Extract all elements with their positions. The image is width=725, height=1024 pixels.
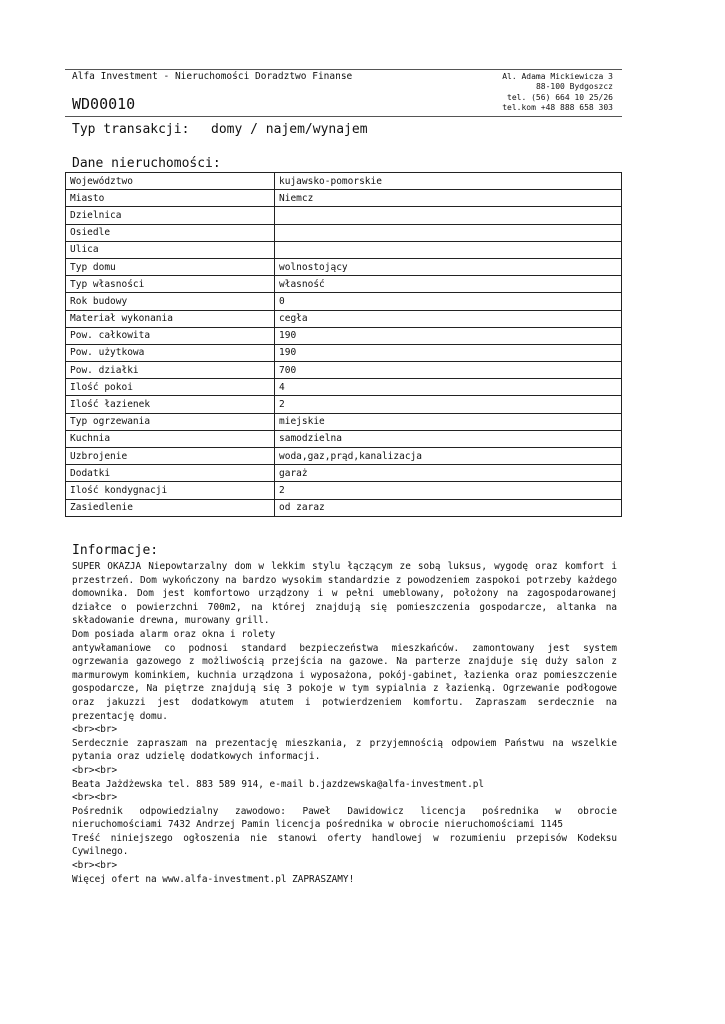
property-key: Zasiedlenie [66,499,275,516]
property-row [66,362,622,379]
property-key: Ilość pokoi [66,379,275,396]
property-key: Ulica [66,241,275,258]
transaction-type [72,122,368,137]
property-row [66,241,622,258]
property-table [65,172,622,517]
property-value: kujawsko-pomorskie [275,173,622,190]
header-top-rule [65,69,622,70]
property-row [66,327,622,344]
property-key: Typ ogrzewania [66,413,275,430]
property-row [66,482,622,499]
info-paragraph: Dom posiada alarm oraz okna i rolety [72,628,276,640]
property-key: Rok budowy [66,293,275,310]
info-paragraph: SUPER OKAZJA Niepowtarzalny dom w lekkim stylu łączącym ze sobą luksus, wygodę oraz komfort i przestrzeń. Dom wykończony na bardzo wysokim standardzie z powodzeniem zaspokoi potrzeby każdego domownika. Dom jest komfortowo urządzony i w pełni umeblowany, położony na zagospodarowanej działce o powierzchni 700m2, na której znajdują się pomieszczenia gospodarcze, altanka na składowanie drewna, murowany grill. [72,561,617,627]
address-line: Al. Adama Mickiewicza 3 [502,72,613,81]
property-value: Niemcz [275,190,622,207]
property-key: Pow. działki [66,362,275,379]
info-text [72,560,617,886]
property-value: miejskie [275,413,622,430]
property-value: 190 [275,344,622,361]
property-value: własność [275,276,622,293]
transaction-label: Typ transakcji: [72,122,190,137]
info-paragraph: Beata Jażdżewska tel. 883 589 914, e-mail b.jazdzewska@alfa-investment.pl [72,778,485,790]
property-key: Typ domu [66,258,275,275]
property-value: samodzielna [275,430,622,447]
mobile-line: tel.kom +48 888 658 303 [502,103,613,113]
info-paragraph: <br><br> [72,860,118,872]
property-key: Województwo [66,173,275,190]
property-value: garaż [275,465,622,482]
header-bottom-rule [65,116,622,117]
property-key: Dzielnica [66,207,275,224]
property-value [275,241,622,258]
property-row [66,190,622,207]
property-key: Ilość kondygnacji [66,482,275,499]
property-value: 0 [275,293,622,310]
property-value: 2 [275,396,622,413]
property-key: Dodatki [66,465,275,482]
property-value: 4 [275,379,622,396]
property-value: cegła [275,310,622,327]
property-key: Typ własności [66,276,275,293]
property-value: od zaraz [275,499,622,516]
property-key: Materiał wykonania [66,310,275,327]
property-section-title: Dane nieruchomości: [72,156,221,171]
property-key: Osiedle [66,224,275,241]
property-row [66,276,622,293]
company-name: Alfa Investment - Nieruchomości Doradztwo Finanse [72,71,353,82]
property-row [66,448,622,465]
property-row [66,173,622,190]
property-row [66,293,622,310]
property-row [66,396,622,413]
transaction-value: domy / najem/wynajem [211,122,368,137]
property-row [66,310,622,327]
info-paragraph: <br><br> [72,724,118,736]
info-paragraph: <br><br> [72,764,118,776]
property-row [66,224,622,241]
address-line: 88-100 Bydgoszcz [535,82,613,92]
listing-reference: WD00010 [72,95,136,113]
property-row [66,344,622,361]
property-value: woda,gaz,prąd,kanalizacja [275,448,622,465]
property-row [66,465,622,482]
property-value [275,207,622,224]
property-row [66,207,622,224]
property-row [66,258,622,275]
property-key: Miasto [66,190,275,207]
property-value: 2 [275,482,622,499]
info-paragraph: Treść niniejszego ogłoszenia nie stanowi oferty handlowej w rozumieniu przepisów Kodeksu Cywilnego. [72,832,617,858]
property-value: 190 [275,327,622,344]
property-key: Uzbrojenie [66,448,275,465]
info-section-title: Informacje: [72,543,159,558]
property-row [66,499,622,516]
property-row [66,379,622,396]
property-key: Pow. użytkowa [66,344,275,361]
info-paragraph: antywłamaniowe co podnosi standard bezpieczeństwa mieszkańców. zamontowany jest system ogrzewania gazowego z możliwością przejścia na gazowe. Na parterze znajduje się duży salon z marmurowym kominkiem, kuchnia urządzona i wyposażona, pokój-gabinet, łazienka oraz pomieszczenie gospodarcze, Na piętrze znajdują się 3 pokoje w tym sypialnia z łazienką. Ogrzewanie podłogowe oraz jakuzzi jest dodatkowym atutem i potwierdzeniem komfortu. Zapraszam serdecznie na prezentację domu. [72,642,617,722]
property-row [66,430,622,447]
property-value: 700 [275,362,622,379]
info-paragraph: Więcej ofert na www.alfa-investment.pl ZAPRASZAMY! [72,873,355,885]
property-value: wolnostojący [275,258,622,275]
property-value [275,224,622,241]
property-row [66,413,622,430]
phone-line: tel. (56) 664 10 25/26 [507,92,613,102]
info-paragraph: Serdecznie zapraszam na prezentację mieszkania, z przyjemnością odpowiem Państwu na wszelkie pytania oraz udzielę dodatkowych informacji. [72,737,617,763]
property-key: Ilość łazienek [66,396,275,413]
property-key: Pow. całkowita [66,327,275,344]
company-address [502,72,613,114]
info-paragraph: <br><br> [72,792,118,804]
info-paragraph: Pośrednik odpowiedzialny zawodowo: Paweł Dawidowicz licencja pośrednika w obrocie nieruchomościami 7432 Andrzej Pamin licencja pośrednika w obrocie nieruchomościami 1145 [72,805,617,831]
property-key: Kuchnia [66,430,275,447]
